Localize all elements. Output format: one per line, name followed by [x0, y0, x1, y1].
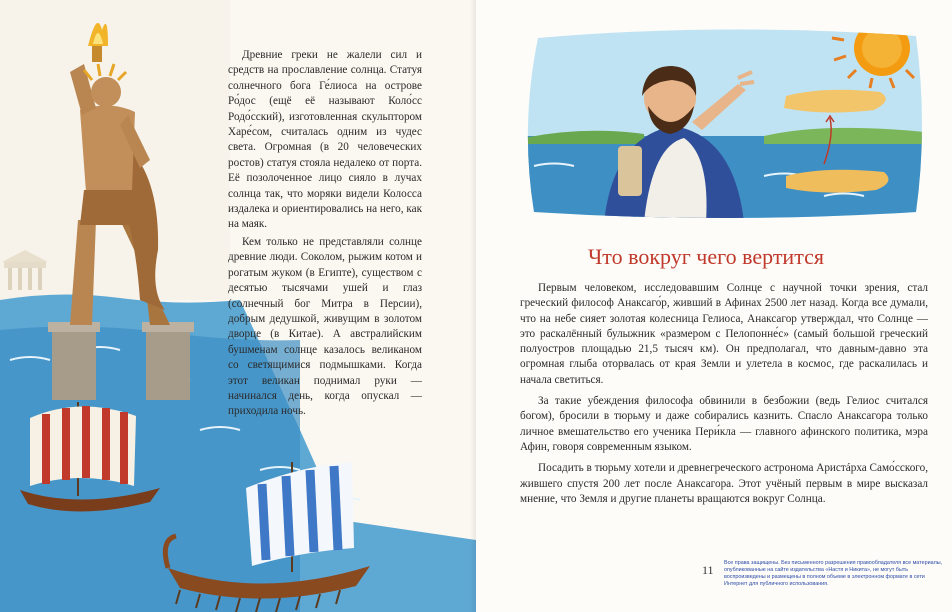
- right-paragraph-2: За такие убеждения философа обвинили в безбожии (ведь Гелиос считался богом), бросили в тюрьму и даже собирались казнить. Спасло Анаксагора только личное вмешательство его ученика Пери́кла — главного афинского политика, мэра Афин, говоря современным языком.: [520, 395, 928, 453]
- page-number: 11: [702, 563, 714, 577]
- right-paragraph-3: Посадить в тюрьму хотели и древнегреческого астронома Аристáрха Само́сского, жившего спустя 200 лет после Анаксагора. Этот учёный первым в мире высказал мнение, что Земля и другие планеты вращаются вокруг Солнца.: [520, 462, 928, 505]
- copyright-notice: Все права защищены. Без письменного разрешения правообладателя все материалы, опубликованные на сайте издательства «Настя и Никита», не могут быть воспроизведены и размещены в полном объеме в электронном формате в сети Интернет для публичного использования.: [724, 560, 943, 587]
- left-paragraph-2: Кем только не представляли солнце древние люди. Соколом, рыжим котом и рогатым жуком (в Египте), существом с десятью тысячами ушей и глаз (солнечный бог Митра в Персии), добрым дедушкой, живущим в золотом дворце (в Китае). А австралийским бушменам солнце казалось великаном со светящимися подмышками. Когда этот великан поднимал руки — начинался день, когда опускал — приходила ночь.: [228, 235, 422, 418]
- anaxagoras-illustration: [524, 26, 924, 222]
- right-paragraph-1: Первым человеком, исследовавшим Солнце с научной точки зрения, стал греческий философ Анаксаго́р, живший в Афинах 2500 лет назад. Когда все думали, что на небе сияет золотая колесница Гелиоса, Анаксагор утверждал, что Солнце — это раскалённый булыжник «размером с Пелопонне́с» (самый большой греческий полуостров площадью 21,5 тысяч км). Он предполагал, что давным-давно эта огромная глыба оторвалась от края Земли и улетела в космос, где раскалилась и начала светиться.: [520, 282, 928, 386]
- chapter-title: Что вокруг чего вертится: [588, 244, 824, 269]
- left-paragraph-1: Древние греки не жалели сил и средств на прославление солнца. Статуя солнечного бога Ге́лиоса на острове Ро́дос (ещё её называют Коло́сс Родо́сский), изготовленная скульптором Харе́сом, считалась одним из чудес света. Огромная (в 20 человеческих ростов) статуя стояла недалеко от порта. Её позолоченное лицо сияло в лучах солнца так, что моряки видели Колосса издалека и ориентировались на него, как на маяк.: [228, 49, 423, 231]
- right-page: [476, 0, 952, 612]
- right-text-column: [520, 281, 928, 507]
- left-text-column: [228, 48, 422, 420]
